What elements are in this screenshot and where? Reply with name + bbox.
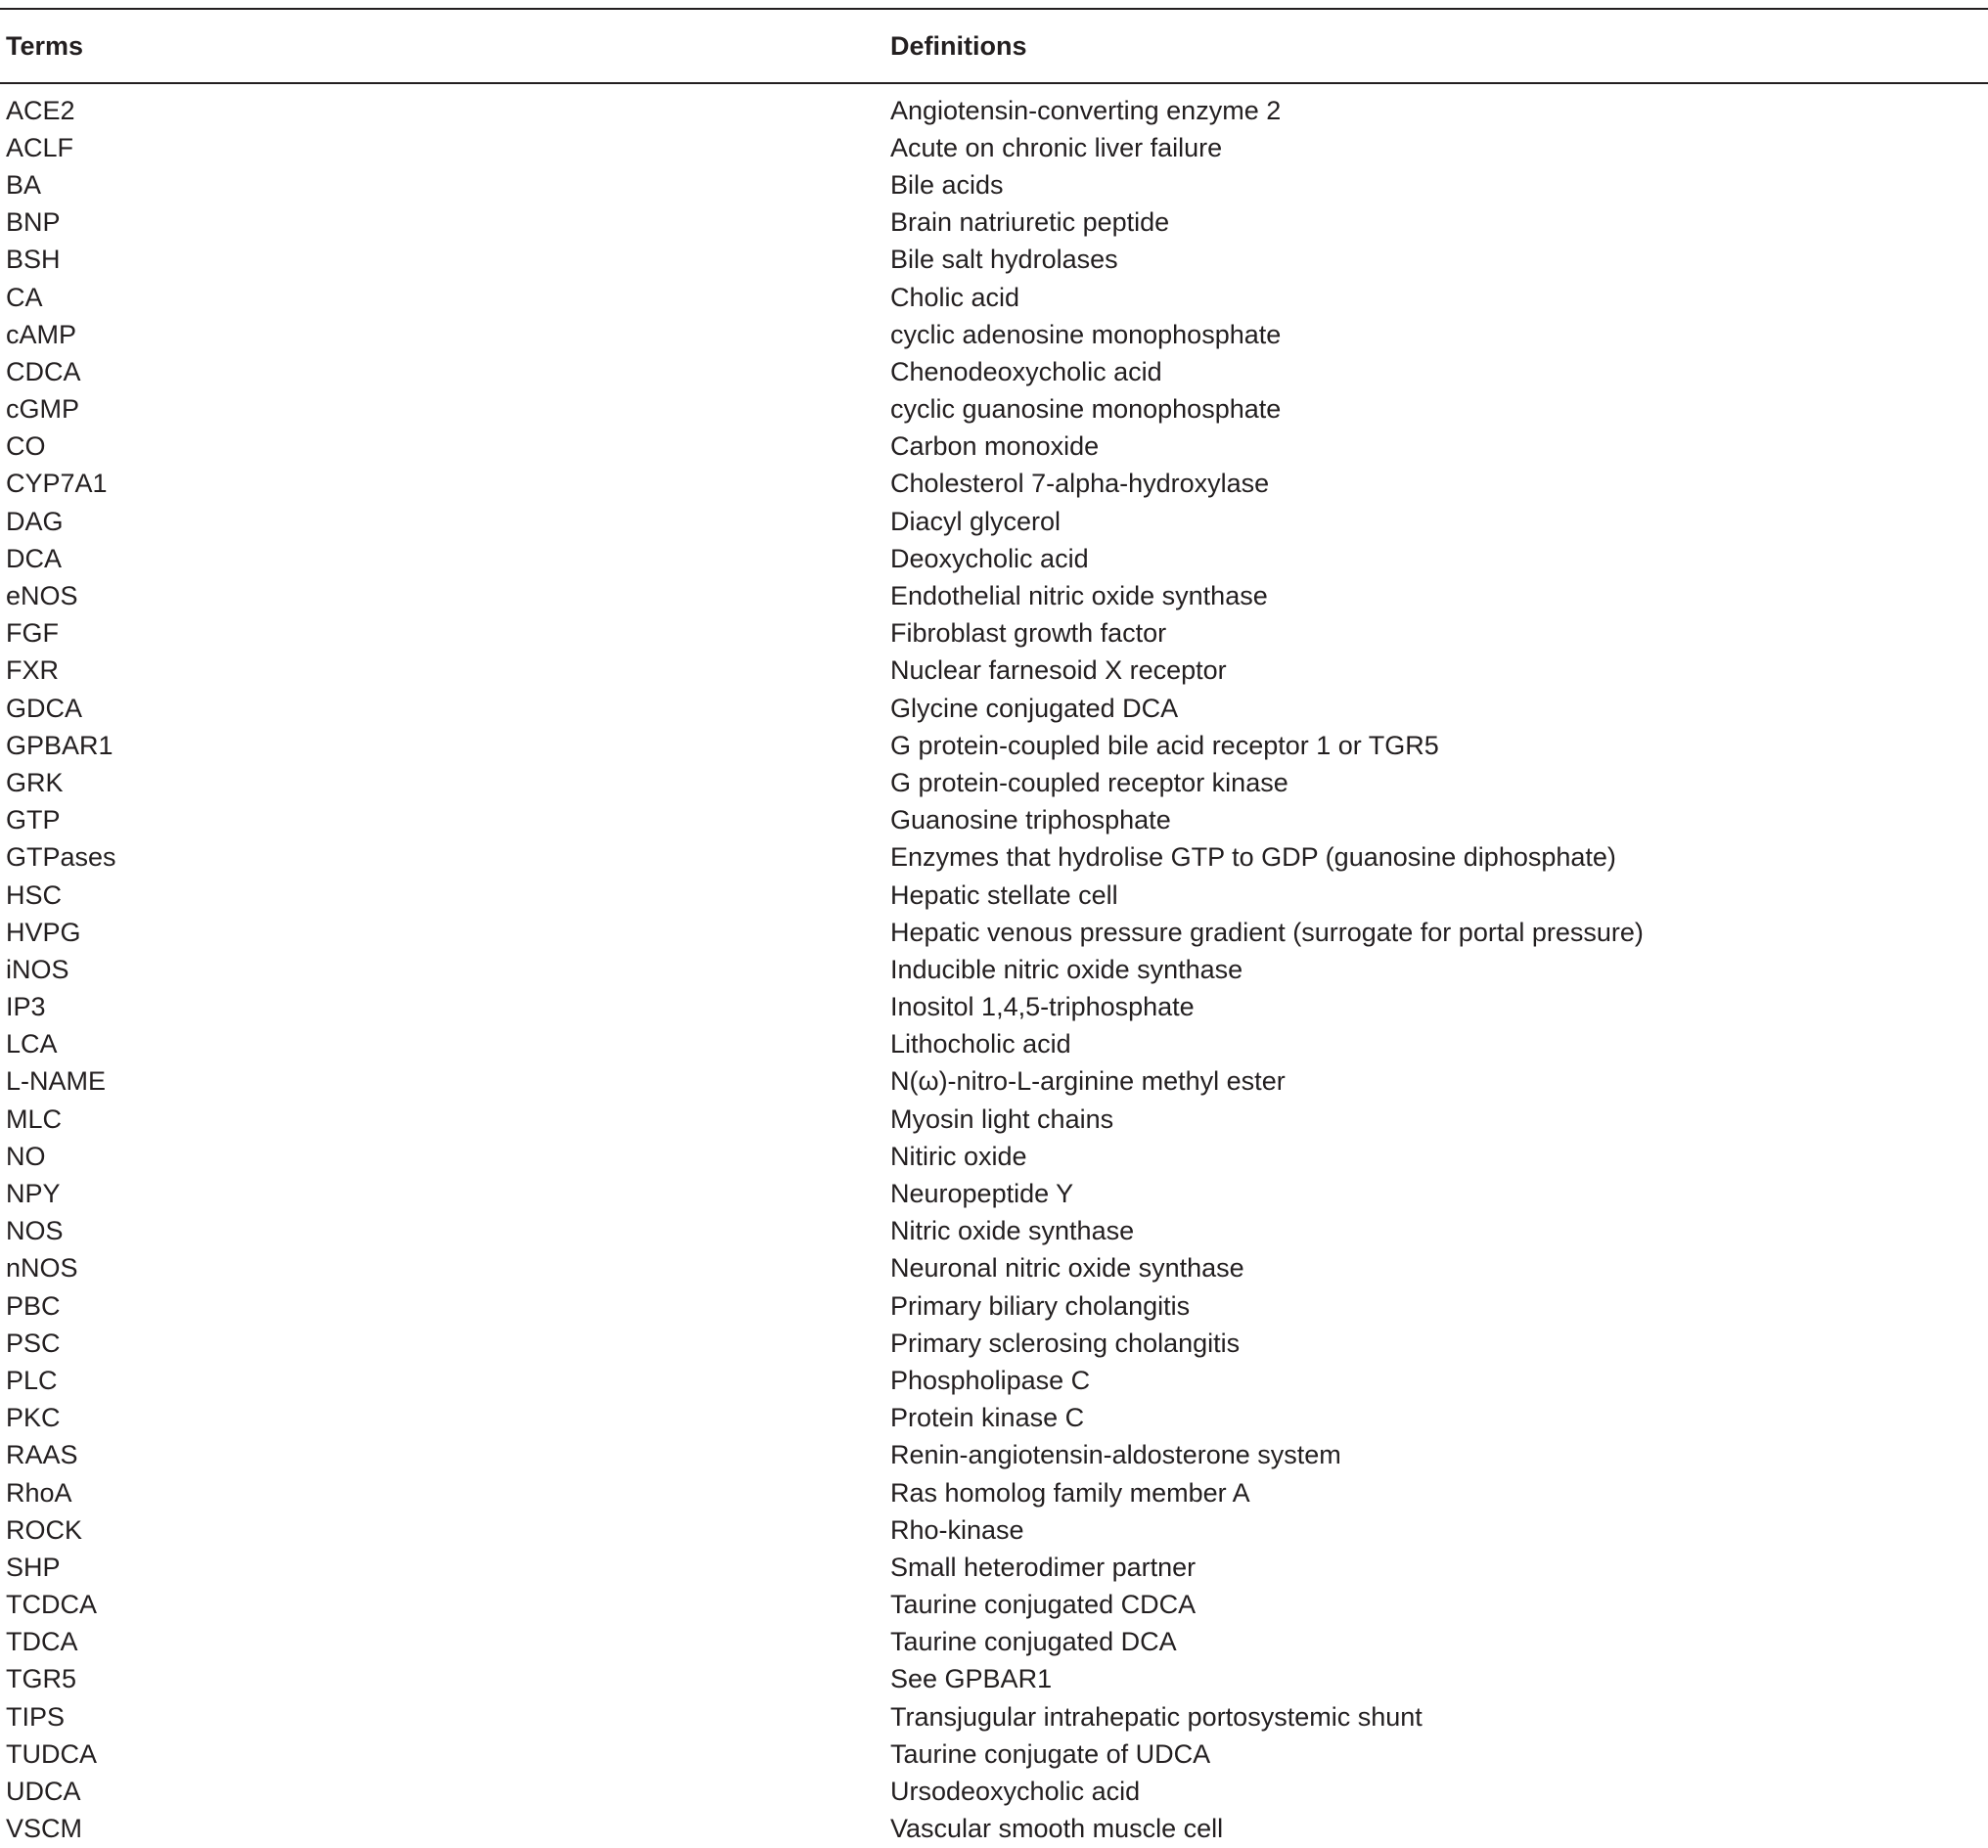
term-cell: DCA	[6, 543, 63, 573]
definition-cell: Rho-kinase	[890, 1514, 1024, 1545]
table-row	[0, 316, 1988, 353]
term-cell: ACLF	[6, 132, 74, 162]
definition-cell: Guanosine triphosphate	[890, 805, 1171, 835]
term-cell: nNOS	[6, 1253, 78, 1284]
table-row	[0, 1698, 1988, 1735]
term-cell: iNOS	[6, 954, 69, 984]
definition-cell: Brain natriuretic peptide	[890, 207, 1170, 238]
table-row	[0, 1437, 1988, 1474]
table-row	[0, 914, 1988, 951]
term-cell: HSC	[6, 879, 63, 910]
term-cell: TIPS	[6, 1701, 66, 1732]
definition-cell: Bile salt hydrolases	[890, 245, 1118, 275]
term-cell: NPY	[6, 1179, 61, 1209]
definition-cell: Neuropeptide Y	[890, 1179, 1074, 1209]
term-cell: L-NAME	[6, 1066, 107, 1097]
term-cell: RhoA	[6, 1477, 72, 1508]
table-row	[0, 466, 1988, 503]
term-cell: CDCA	[6, 356, 81, 386]
definition-cell: Glycine conjugated DCA	[890, 693, 1179, 723]
table-row	[0, 1511, 1988, 1549]
table-row	[0, 764, 1988, 801]
definition-cell: Vascular smooth muscle cell	[890, 1814, 1224, 1844]
table-row	[0, 653, 1988, 690]
table-row	[0, 204, 1988, 242]
definition-cell: Taurine conjugated DCA	[890, 1627, 1177, 1657]
table-row	[0, 989, 1988, 1026]
definition-cell: Nitiric oxide	[890, 1141, 1027, 1171]
definition-cell: G protein-coupled bile acid receptor 1 or TGR5	[890, 730, 1439, 760]
term-cell: PKC	[6, 1403, 61, 1433]
definition-cell: Myosin light chains	[890, 1104, 1114, 1134]
definition-cell: Inositol 1,4,5-triphosphate	[890, 992, 1195, 1022]
definition-cell: Protein kinase C	[890, 1403, 1085, 1433]
table-row	[0, 1138, 1988, 1175]
term-cell: PSC	[6, 1328, 61, 1358]
table-row	[0, 1735, 1988, 1773]
table-row	[0, 1624, 1988, 1661]
table-row	[0, 1362, 1988, 1399]
term-cell: CYP7A1	[6, 469, 108, 499]
table-row	[0, 615, 1988, 653]
definition-cell: Chenodeoxycholic acid	[890, 356, 1162, 386]
table-row	[0, 1773, 1988, 1810]
term-cell: ACE2	[6, 95, 75, 125]
term-cell: SHP	[6, 1552, 61, 1582]
table-row	[0, 540, 1988, 577]
table-row	[0, 503, 1988, 540]
definition-cell: See GPBAR1	[890, 1664, 1053, 1694]
table-row	[0, 1026, 1988, 1063]
table-row	[0, 727, 1988, 764]
term-cell: GPBAR1	[6, 730, 113, 760]
term-cell: ROCK	[6, 1514, 83, 1545]
term-cell: MLC	[6, 1104, 63, 1134]
definition-cell: Cholic acid	[890, 282, 1020, 312]
table-row	[0, 1250, 1988, 1287]
definition-cell: Transjugular intrahepatic portosystemic shunt	[890, 1701, 1423, 1732]
definition-cell: Nitric oxide synthase	[890, 1216, 1135, 1246]
term-cell: GTP	[6, 805, 61, 835]
term-cell: GRK	[6, 767, 64, 797]
definition-cell: Hepatic venous pressure gradient (surrogate for portal pressure)	[890, 917, 1644, 947]
table-row	[0, 1175, 1988, 1212]
table-row	[0, 1587, 1988, 1624]
definition-cell: Neuronal nitric oxide synthase	[890, 1253, 1244, 1284]
table-row	[0, 1661, 1988, 1698]
table-row	[0, 1101, 1988, 1138]
table-row	[0, 92, 1988, 129]
definition-cell: Carbon monoxide	[890, 431, 1100, 462]
table-row	[0, 877, 1988, 914]
definition-cell: Inducible nitric oxide synthase	[890, 954, 1243, 984]
term-cell: PBC	[6, 1290, 61, 1321]
term-cell: LCA	[6, 1029, 58, 1059]
abbreviations-table	[0, 8, 1988, 1848]
definition-cell: N(ω)-nitro-L-arginine methyl ester	[890, 1066, 1286, 1097]
definition-cell: Bile acids	[890, 169, 1004, 200]
definition-cell: Enzymes that hydrolise GTP to GDP (guanosine diphosphate)	[890, 842, 1616, 873]
table-row	[0, 951, 1988, 988]
term-cell: cAMP	[6, 319, 77, 349]
table-row	[0, 1549, 1988, 1586]
term-cell: TUDCA	[6, 1738, 97, 1769]
table-row	[0, 1287, 1988, 1325]
definition-cell: Small heterodimer partner	[890, 1552, 1197, 1582]
definition-cell: Deoxycholic acid	[890, 543, 1089, 573]
table-row	[0, 353, 1988, 390]
term-cell: GDCA	[6, 693, 83, 723]
definition-cell: Primary sclerosing cholangitis	[890, 1328, 1241, 1358]
table-row	[0, 1213, 1988, 1250]
table-row	[0, 802, 1988, 839]
term-cell: UDCA	[6, 1777, 81, 1807]
definition-cell: Diacyl glycerol	[890, 506, 1062, 536]
table-row	[0, 1811, 1988, 1848]
term-cell: IP3	[6, 992, 46, 1022]
table-body	[0, 84, 1988, 1848]
definition-cell: Phospholipase C	[890, 1365, 1091, 1395]
definition-cell: Lithocholic acid	[890, 1029, 1071, 1059]
table-row	[0, 1063, 1988, 1101]
term-cell: FXR	[6, 655, 59, 686]
table-row	[0, 428, 1988, 466]
table-row	[0, 690, 1988, 727]
term-cell: TDCA	[6, 1627, 78, 1657]
term-cell: BNP	[6, 207, 61, 238]
definition-cell: Endothelial nitric oxide synthase	[890, 581, 1268, 611]
definition-cell: Fibroblast growth factor	[890, 618, 1167, 649]
table-header	[0, 10, 1988, 82]
definition-cell: cyclic adenosine monophosphate	[890, 319, 1282, 349]
table-row	[0, 129, 1988, 166]
term-cell: RAAS	[6, 1440, 78, 1470]
term-cell: BA	[6, 169, 42, 200]
term-cell: FGF	[6, 618, 59, 649]
definition-cell: Acute on chronic liver failure	[890, 132, 1223, 162]
term-cell: HVPG	[6, 917, 81, 947]
definition-cell: Taurine conjugate of UDCA	[890, 1738, 1211, 1769]
definition-cell: Ras homolog family member A	[890, 1477, 1250, 1508]
term-cell: TGR5	[6, 1664, 77, 1694]
term-cell: CA	[6, 282, 43, 312]
table-row	[0, 279, 1988, 316]
term-cell: NOS	[6, 1216, 64, 1246]
term-cell: CO	[6, 431, 46, 462]
table-row	[0, 1325, 1988, 1362]
table-row	[0, 839, 1988, 877]
table-row	[0, 577, 1988, 614]
definition-cell: Angiotensin-converting enzyme 2	[890, 95, 1282, 125]
table-row	[0, 166, 1988, 203]
term-cell: BSH	[6, 245, 61, 275]
definition-cell: Renin-angiotensin-aldosterone system	[890, 1440, 1341, 1470]
definition-cell: Taurine conjugated CDCA	[890, 1590, 1197, 1620]
definition-cell: Primary biliary cholangitis	[890, 1290, 1191, 1321]
table-row	[0, 1474, 1988, 1511]
term-cell: DAG	[6, 506, 64, 536]
header-definitions: Definitions	[890, 30, 1027, 61]
definition-cell: Hepatic stellate cell	[890, 879, 1118, 910]
term-cell: cGMP	[6, 394, 80, 425]
term-cell: eNOS	[6, 581, 78, 611]
table-row	[0, 1400, 1988, 1437]
definition-cell: cyclic guanosine monophosphate	[890, 394, 1282, 425]
table-row	[0, 242, 1988, 279]
term-cell: NO	[6, 1141, 46, 1171]
term-cell: TCDCA	[6, 1590, 97, 1620]
definition-cell: Nuclear farnesoid X receptor	[890, 655, 1227, 686]
definition-cell: Cholesterol 7-alpha-hydroxylase	[890, 469, 1270, 499]
definition-cell: Ursodeoxycholic acid	[890, 1777, 1141, 1807]
header-terms: Terms	[6, 30, 84, 61]
term-cell: VSCM	[6, 1814, 83, 1844]
term-cell: PLC	[6, 1365, 58, 1395]
table-row	[0, 391, 1988, 428]
term-cell: GTPases	[6, 842, 116, 873]
definition-cell: G protein-coupled receptor kinase	[890, 767, 1288, 797]
